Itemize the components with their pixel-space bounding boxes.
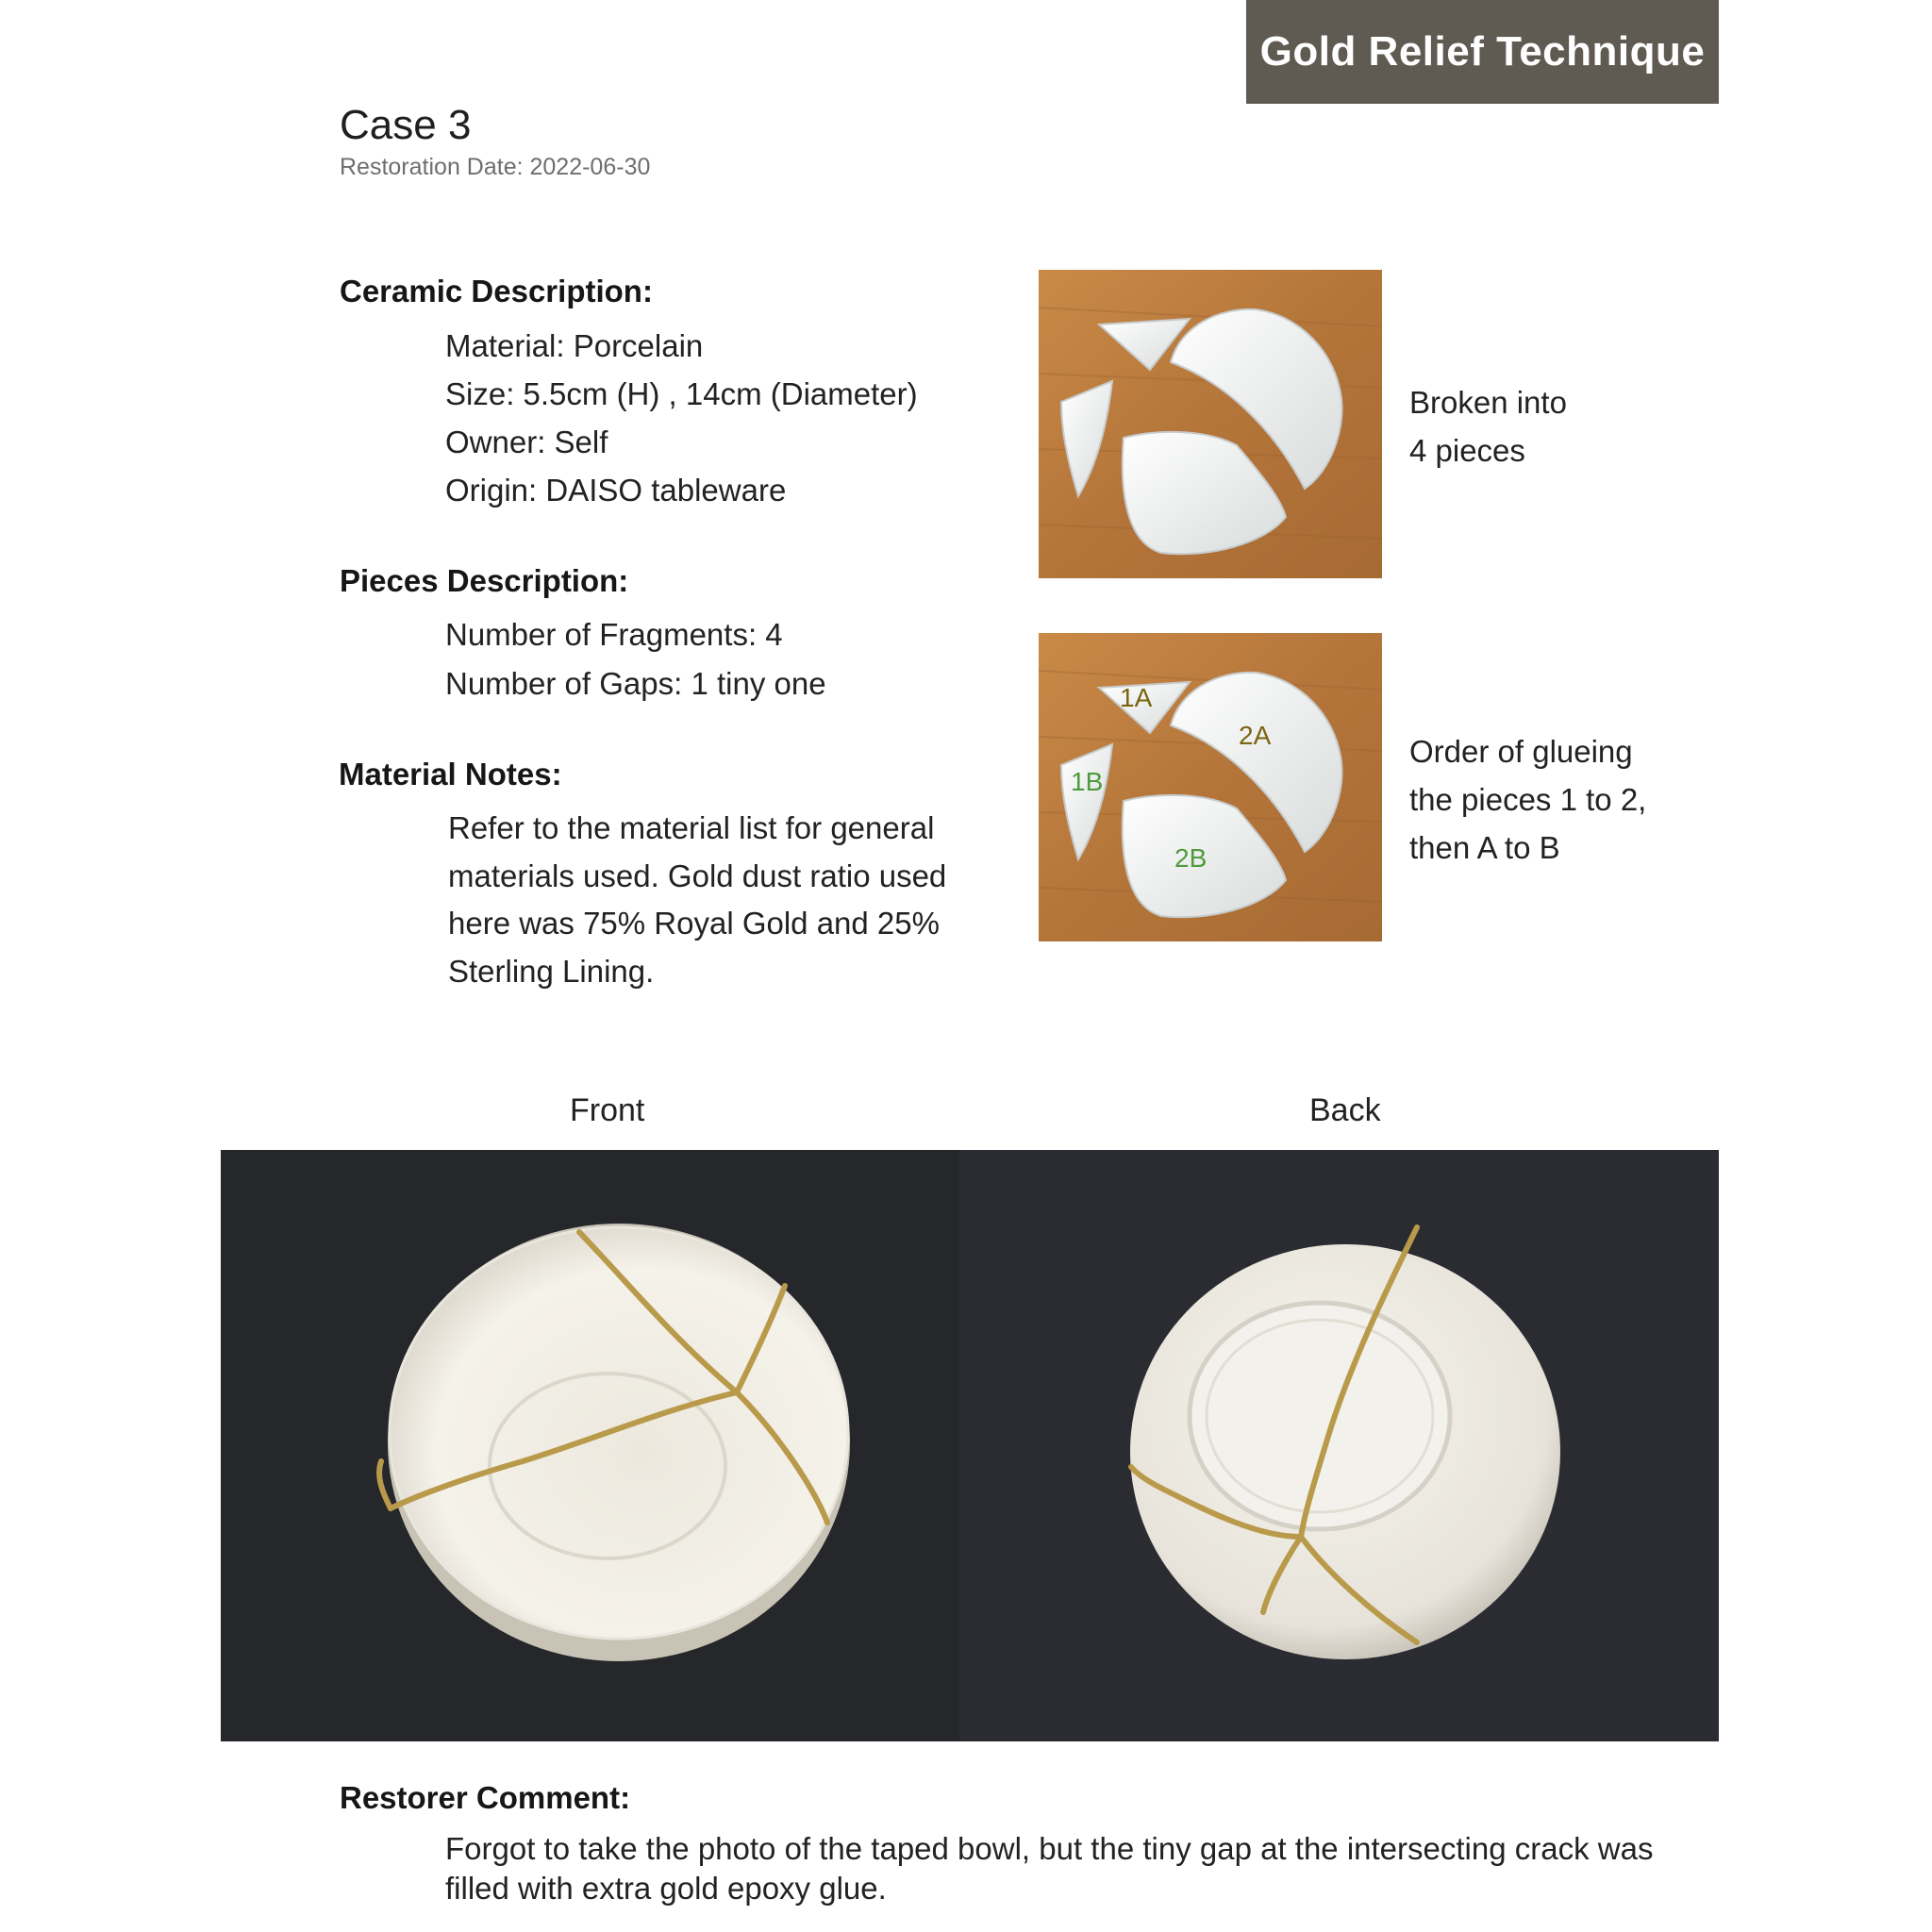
labeled-pieces-photo (1039, 633, 1382, 941)
ceramic-description-list (445, 322, 918, 514)
gaps-line: Number of Gaps: 1 tiny one (445, 666, 826, 701)
label-1b: 1B (1071, 767, 1104, 796)
pieces-description-list (445, 610, 826, 708)
material-line: Material: Porcelain (445, 328, 704, 363)
size-line: Size: 5.5cm (H) , 14cm (Diameter) (445, 376, 918, 411)
ceramic-description-heading: Ceramic Description: (340, 274, 653, 308)
case-title: Case 3 (340, 102, 472, 148)
order-caption-line-3: then A to B (1409, 830, 1560, 865)
order-caption (1409, 727, 1646, 872)
broken-caption-line-2: 4 pieces (1409, 433, 1525, 468)
label-2a: 2A (1239, 721, 1272, 750)
labeled-pieces-illustration (1039, 633, 1382, 941)
restored-bowl-illustration (221, 1150, 1719, 1741)
restored-bowl-photos (221, 1150, 1719, 1741)
fragments-line: Number of Fragments: 4 (445, 617, 783, 652)
label-2b: 2B (1174, 843, 1208, 873)
restoration-date: Restoration Date: 2022-06-30 (340, 154, 651, 180)
material-notes-heading: Material Notes: (339, 757, 562, 791)
broken-caption (1409, 378, 1567, 475)
technique-tag: Gold Relief Technique (1246, 0, 1719, 104)
order-caption-line-2: the pieces 1 to 2, (1409, 782, 1647, 817)
restorer-comment-text: Forgot to take the photo of the taped bowl, but the tiny gap at the intersecting crack was filled with extra gold epoxy glue. (445, 1831, 1654, 1906)
pieces-description-heading: Pieces Description: (340, 563, 629, 598)
order-caption-line-1: Order of glueing (1409, 734, 1633, 769)
back-label: Back (1309, 1092, 1381, 1128)
broken-pieces-photo (1039, 270, 1382, 578)
broken-caption-line-1: Broken into (1409, 385, 1567, 420)
broken-pieces-illustration (1039, 270, 1382, 578)
owner-line: Owner: Self (445, 425, 608, 459)
restorer-comment-heading: Restorer Comment: (340, 1780, 631, 1815)
material-notes-text: Refer to the material list for general materials used. Gold dust ratio used here was 75% Royal Gold and 25% Sterling Lining. (448, 810, 947, 989)
origin-line: Origin: DAISO tableware (445, 473, 787, 508)
front-label: Front (570, 1092, 645, 1128)
label-1a: 1A (1120, 683, 1153, 712)
